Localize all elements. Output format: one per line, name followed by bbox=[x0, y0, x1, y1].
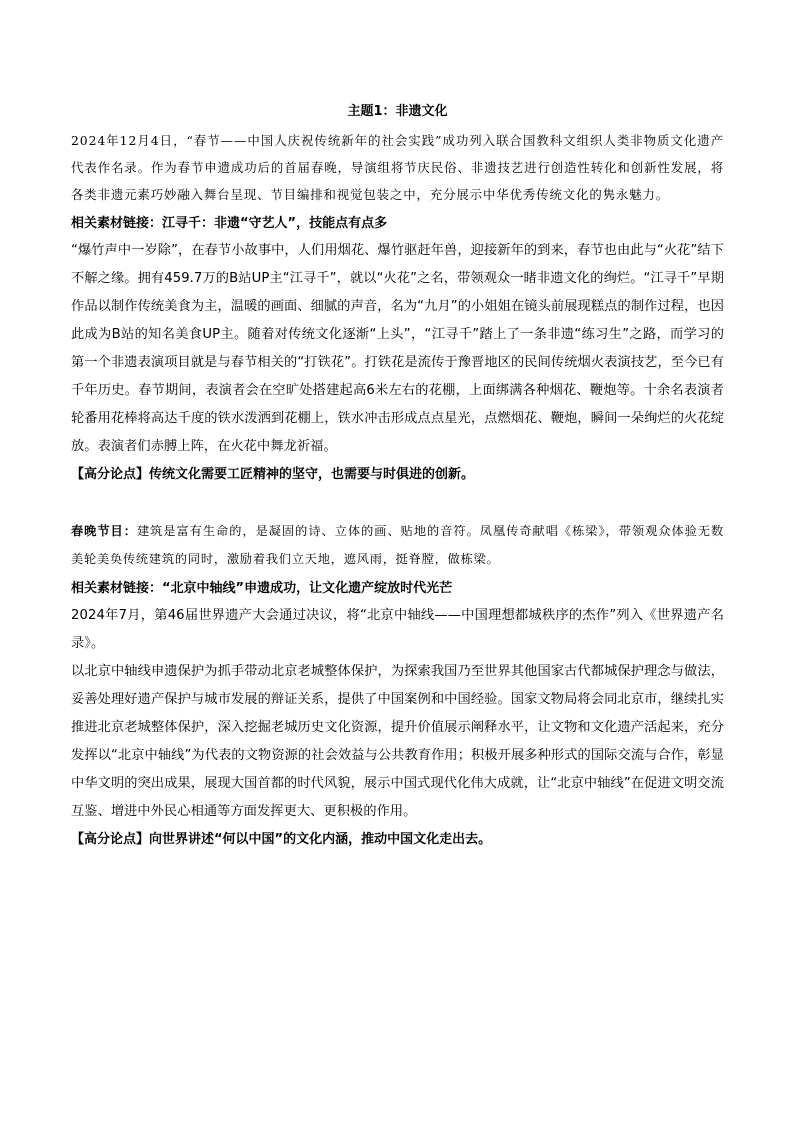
section1-heading: 相关素材链接：江寻千：非遗“守艺人”，技能点有点多 bbox=[71, 216, 388, 231]
section1-body: “爆竹声中一岁除”，在春节小故事中，人们用烟花、爆竹驱赶年兽，迎接新年的到来，春节也由此与“火花”结下不解之缘。拥有459.7万的B站UP主“江寻千”，就以“火花”之名，带领观众一睹非遗文化的绚烂。“江寻千”早期作品以制作传统美食为主，温暖的画面、细腻的声音，名为“九月”的小姐姐在镜头前展现糕点的制作过程，也因此成为B站的知名美食UP主。随着对传统文化逐渐“上头”，“江寻千”踏上了一条非遗“练习生”之路，而学习的第一个非遗表演项目就是与春节相关的“打铁花”。打铁花是流传于豫晋地区的民间传统烟火表演技艺，至今已有千年历史。春节期间，表演者会在空旷处搭建起高6米左右的花棚，上面绑满各种烟花、鞭炮等。十余名表演者轮番用花棒将高达千度的铁水泼洒到花棚上，铁水冲击形成点点星光，点燃烟花、鞭炮，瞬间一朵绚烂的火花绽放。表演者们赤膊上阵，在火花中舞龙祈福。 bbox=[71, 243, 724, 454]
section2-body-2: 以北京中轴线申遗保护为抓手带动北京老城整体保护，为探索我国乃至世界其他国家古代都城保护理念与做法，妥善处理好遗产保护与城市发展的辩证关系，提供了中国案例和中国经验。国家文物局将会同北京市，继续扎实推进北京老城整体保护，深入挖掘老城历史文化资源，提升价值展示阐释水平，让文物和文化遗产活起来，充分发挥以“北京中轴线”为代表的文物资源的社会效益与公共教育作用；积极开展多种形式的国际交流与合作，彰显中华文明的突出成果，展现大国首都的时代风貌，展示中国式现代化伟大成就，让“北京中轴线”在促进文明交流互鉴、增进中外民心相通等方面发挥更大、更积极的作用。 bbox=[71, 664, 724, 819]
point-label: 【高分论点】 bbox=[71, 467, 150, 482]
point-text: 传统文化需要工匠精神的坚守，也需要与时俱进的创新。 bbox=[149, 467, 475, 482]
point-text: 向世界讲述“何以中国”的文化内涵，推动中国文化走出去。 bbox=[149, 832, 492, 847]
section1-high-score-point bbox=[71, 461, 724, 489]
chunwan-label: 春晚节目： bbox=[71, 524, 137, 538]
chunwan-text: 建筑是富有生命的，是凝固的诗、立体的画、贴地的音符。凤凰传奇献唱《栋梁》，带领观众体验无数美轮美奂传统建筑的同时，激励着我们立天地，遮风雨，挺脊膛，做栋梁。 bbox=[71, 524, 725, 566]
section2-body-1: 2024年7月，第46届世界遗产大会通过决议，将“北京中轴线——中国理想都城秩序的杰作”列入《世界遗产名录》。 bbox=[71, 608, 724, 651]
page-title: 主题1：非遗文化 bbox=[347, 104, 448, 119]
section1-intro: 2024年12月4日，“春节——中国人庆祝传统新年的社会实践”成功列入联合国教科文组织人类非物质文化遗产代表作名录。作为春节申遗成功后的首届春晚，导演组将节庆民俗、非遗技艺进行创造性转化和创新性发展，将各类非遗元素巧妙融入舞台呈现、节目编排和视觉包装之中，充分展示中华优秀传统文化的隽永魅力。 bbox=[71, 133, 724, 202]
section2-intro bbox=[71, 517, 724, 573]
point-label: 【高分论点】 bbox=[71, 832, 150, 847]
section2-heading: 相关素材链接：“北京中轴线”申遗成功，让文化遗产绽放时代光芒 bbox=[71, 581, 453, 596]
section-spacer bbox=[71, 489, 724, 517]
section2-high-score-point bbox=[71, 826, 724, 854]
document-content bbox=[71, 101, 724, 854]
